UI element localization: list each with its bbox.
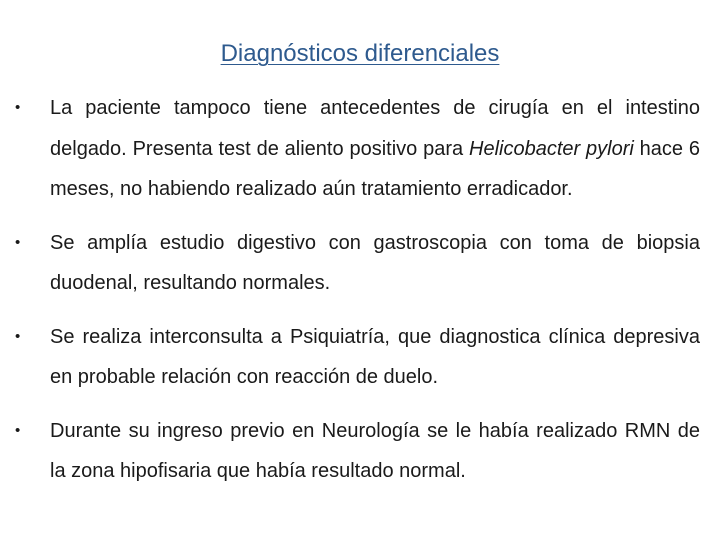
bullet-dot-icon: • xyxy=(15,421,21,439)
bullet-list xyxy=(0,88,720,505)
bullet-text: Durante su ingreso previo en Neurología se le había realizado RMN de la zona hipofisaria que había resultado normal. xyxy=(50,419,700,482)
bullet-dot-icon: • xyxy=(15,327,21,345)
slide-title: Diagnósticos diferenciales xyxy=(220,40,500,67)
bullet-text xyxy=(50,97,700,200)
bullet-text-part: hace 6 meses, no habiendo realizado aún tratamiento erradicador. xyxy=(50,137,701,200)
bullet-text: Se realiza interconsulta a Psiquiatría, que diagnostica clínica depresiva en probable relación con reacción de duelo. xyxy=(50,325,700,388)
bullet-dot-icon: • xyxy=(15,99,21,116)
bullet-text-part: La paciente tampoco tiene antecedentes de cirugía en el intestino delgado. Presenta test de aliento positivo para xyxy=(50,97,700,160)
bullet-item-psiquiatria xyxy=(0,317,720,398)
bullet-text: Se amplía estudio digestivo con gastroscopia con toma de biopsia duodenal, resultando normales. xyxy=(50,231,700,294)
bullet-item-neurologia xyxy=(0,411,720,492)
bullet-dot-icon: • xyxy=(15,233,21,251)
bullet-text-italic-organism: Helicobacter pylori xyxy=(469,137,634,160)
bullet-item-gastroscopia xyxy=(0,223,720,304)
bullet-item-helicobacter xyxy=(0,88,720,210)
